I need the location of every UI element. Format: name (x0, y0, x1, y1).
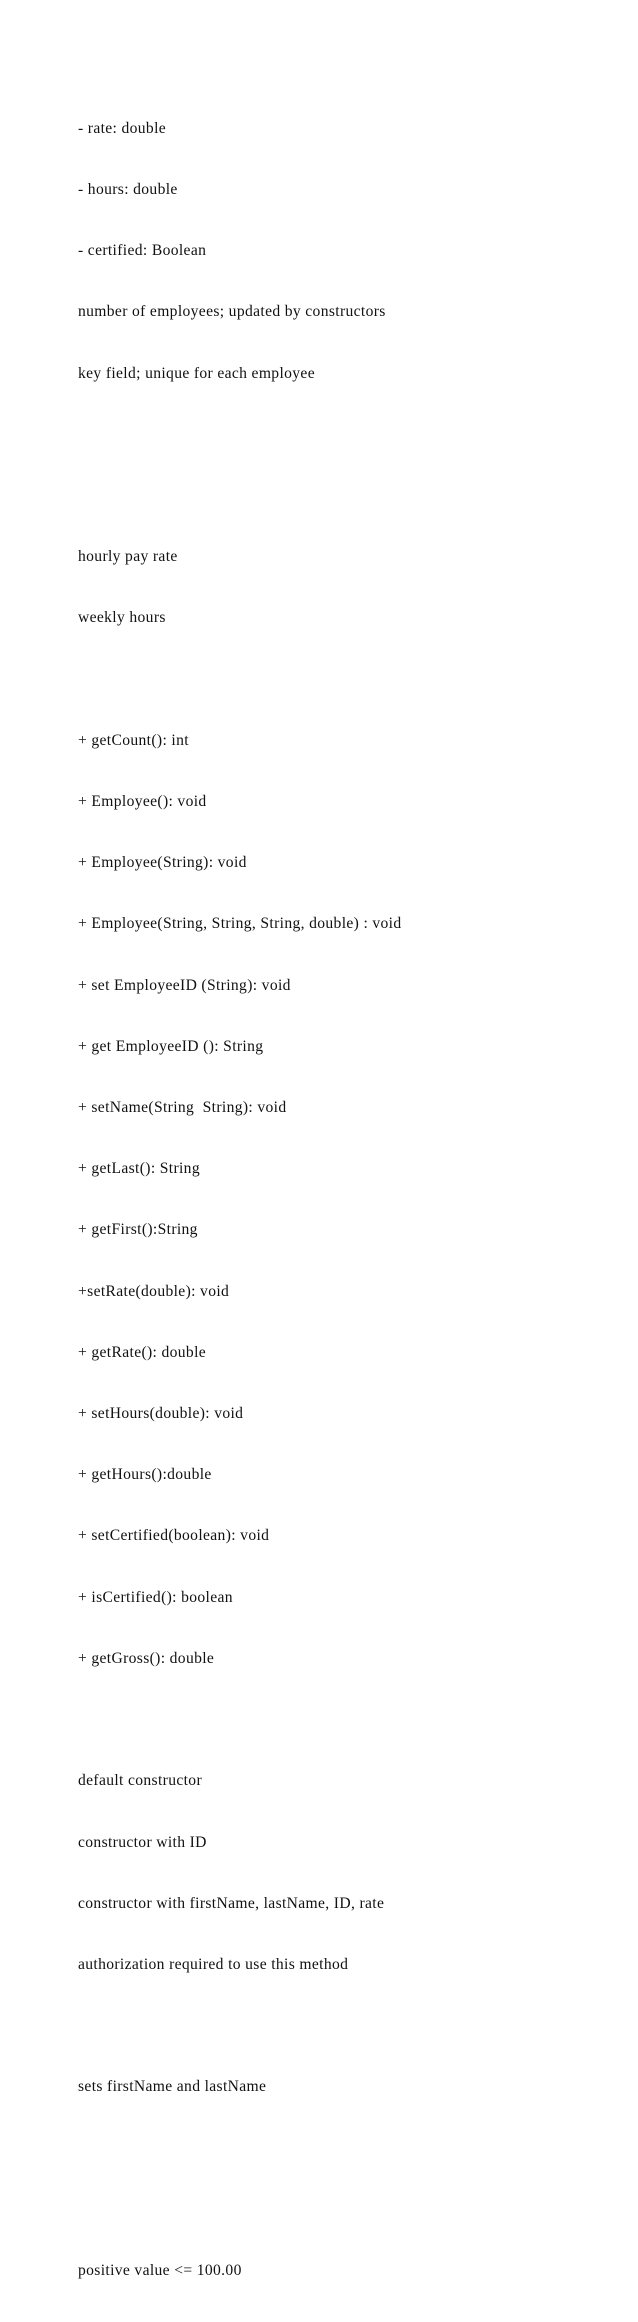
text-line-hours: - hours: double (78, 181, 178, 199)
text-line-set-name: + setName(String String): void (78, 1099, 287, 1117)
document-text (78, 78, 618, 2322)
text-line-set-certified: + setCertified(boolean): void (78, 1527, 270, 1545)
blank-line (78, 670, 618, 690)
text-line-get-employee-id: + get EmployeeID (): String (78, 1037, 264, 1055)
text-line-employee-count-note: number of employees; updated by constructors (78, 303, 386, 321)
text-line-default-constructor: default constructor (78, 1772, 202, 1790)
blank-line (78, 2139, 618, 2159)
text-line-certified: - certified: Boolean (78, 242, 207, 260)
text-line-constructor-with-id: constructor with ID (78, 1833, 207, 1851)
text-line-employee-default: + Employee(): void (78, 793, 207, 811)
text-line-positive-value-note: positive value <= 100.00 (78, 2261, 242, 2279)
text-line-rate: - rate: double (78, 119, 167, 137)
text-line-get-rate: + getRate(): double (78, 1343, 207, 1361)
text-line-is-certified: + isCertified(): boolean (78, 1588, 233, 1606)
blank-line (78, 2016, 618, 2036)
text-line-get-last: + getLast(): String (78, 1160, 200, 1178)
text-line-employee-full: + Employee(String, String, String, double) : void (78, 915, 402, 933)
text-line-employee-string: + Employee(String): void (78, 854, 247, 872)
text-line-get-first: + getFirst():String (78, 1221, 198, 1239)
text-line-constructor-full: constructor with firstName, lastName, ID, rate (78, 1894, 385, 1912)
text-line-sets-names-note: sets firstName and lastName (78, 2078, 267, 2096)
text-line-set-rate: +setRate(double): void (78, 1282, 230, 1300)
text-line-get-hours: + getHours():double (78, 1466, 212, 1484)
text-line-hourly-pay-rate: hourly pay rate (78, 548, 178, 566)
blank-line (78, 1710, 618, 1730)
text-line-set-employee-id: + set EmployeeID (String): void (78, 976, 291, 994)
text-line-weekly-hours: weekly hours (78, 609, 166, 627)
blank-line (78, 2200, 618, 2220)
blank-line (78, 486, 618, 506)
text-line-get-count: + getCount(): int (78, 731, 189, 749)
text-line-get-gross: + getGross(): double (78, 1649, 215, 1667)
text-line-key-field-note: key field; unique for each employee (78, 364, 315, 382)
text-line-set-hours: + setHours(double): void (78, 1405, 244, 1423)
text-line-authorization-note: authorization required to use this method (78, 1955, 349, 1973)
blank-line (78, 425, 618, 445)
